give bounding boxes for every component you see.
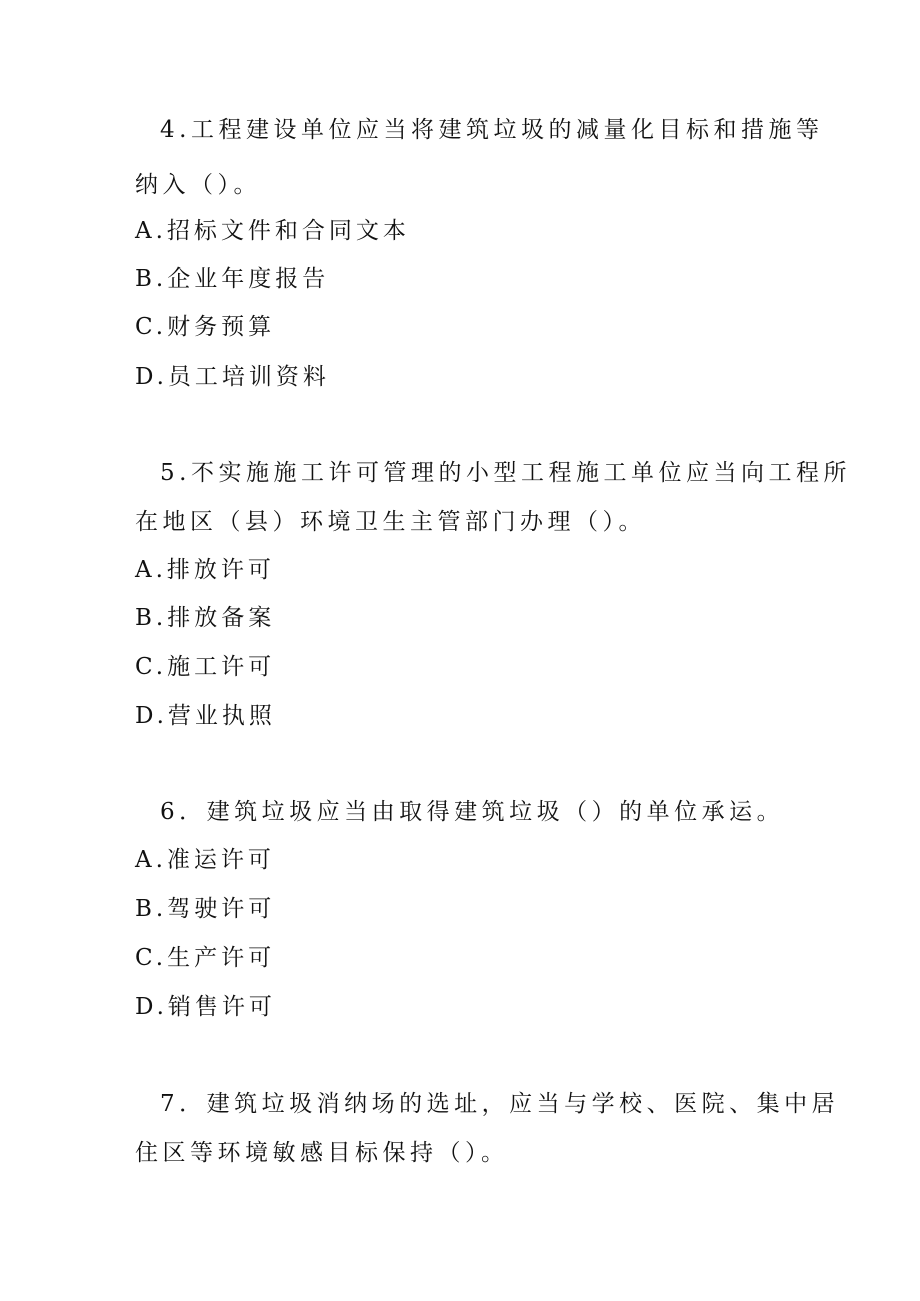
question-4-option-a: A.招标文件和合同文本 [135, 218, 410, 244]
question-5-stem-line-1: 5.不实施施工许可管理的小型工程施工单位应当向工程所 [160, 460, 851, 486]
question-5-option-a: A.排放许可 [135, 557, 275, 583]
question-4-stem-line-2: 纳入（）。 [135, 172, 261, 198]
question-6-option-d: D.销售许可 [135, 994, 276, 1020]
question-7-stem-line-2: 住区等环境敏感目标保持（）。 [135, 1140, 509, 1166]
question-5-option-b: B.排放备案 [135, 605, 276, 631]
question-4-option-d: D.员工培训资料 [135, 364, 330, 390]
question-5-option-d: D.营业执照 [135, 703, 276, 729]
question-6-option-a: A.准运许可 [135, 847, 275, 873]
question-7-stem-line-1: 7．建筑垃圾消纳场的选址，应当与学校、医院、集中居 [160, 1091, 840, 1117]
question-6-stem-line-1: 6．建筑垃圾应当由取得建筑垃圾（）的单位承运。 [160, 799, 785, 825]
question-4-option-b: B.企业年度报告 [135, 266, 330, 292]
question-4-stem-line-1: 4.工程建设单位应当将建筑垃圾的减量化目标和措施等 [160, 117, 824, 143]
question-5-option-c: C.施工许可 [135, 654, 276, 680]
question-6-option-c: C.生产许可 [135, 945, 276, 971]
question-5-stem-line-2: 在地区（县）环境卫生主管部门办理（）。 [135, 509, 646, 535]
question-4-option-c: C.财务预算 [135, 314, 276, 340]
question-6-option-b: B.驾驶许可 [135, 896, 276, 922]
